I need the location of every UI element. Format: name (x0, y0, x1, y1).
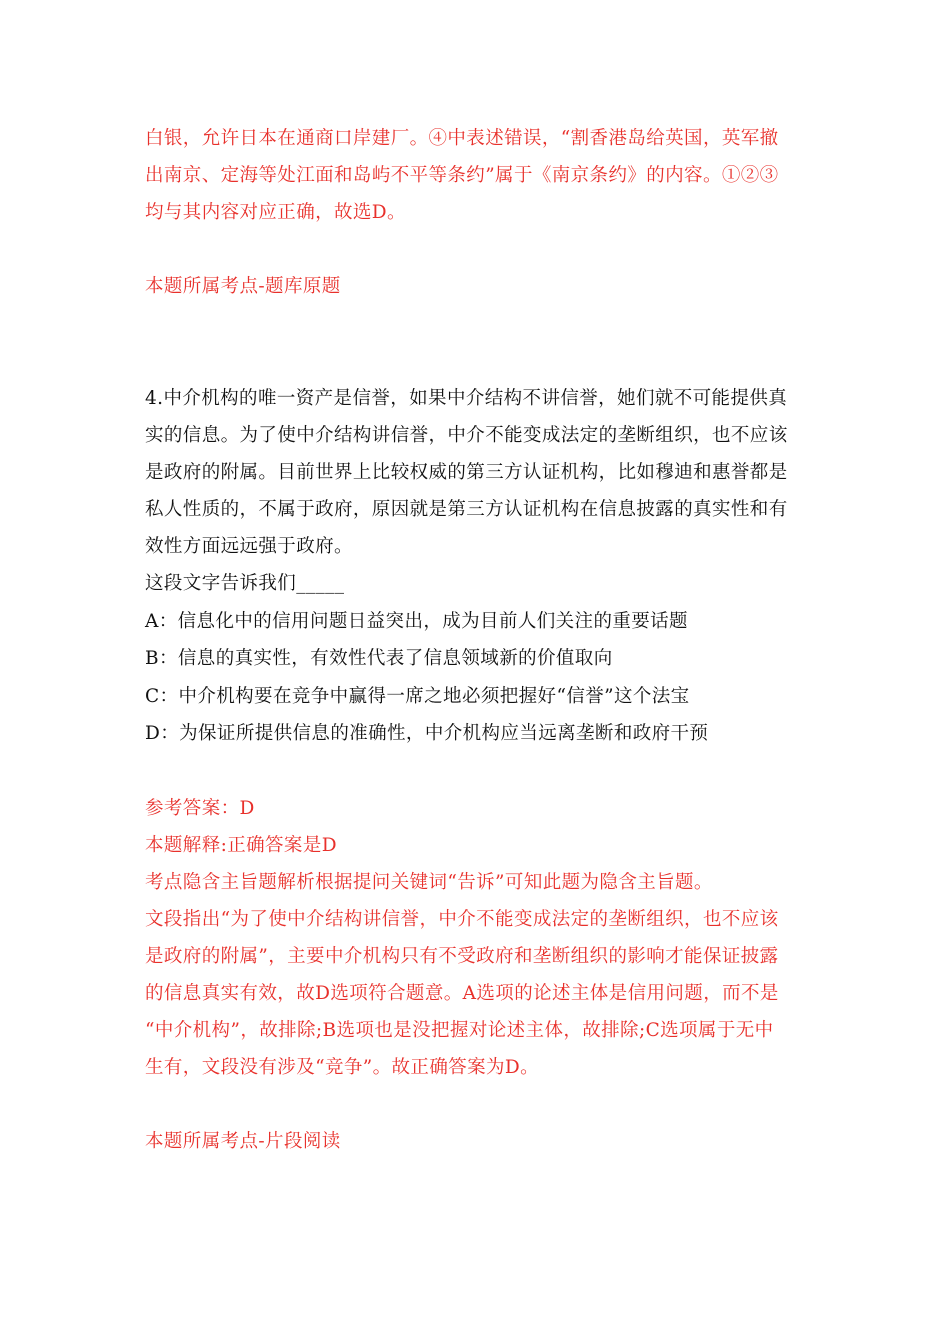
explanation-line-4: 的信息真实有效，故D选项符合题意。A选项的论述主体是信用问题，而不是 (145, 983, 779, 1004)
question-stem-line-2: 实的信息。为了使中介结构讲信誉，中介不能变成法定的垄断组织，也不应该 (145, 425, 788, 446)
explanation-line-6: 生有，文段没有涉及“竞争”。故正确答案为D。 (145, 1057, 540, 1078)
prev-explanation-line-1: 白银，允许日本在通商口岸建厂。④中表述错误，“割香港岛给英国，英军撤 (145, 128, 779, 149)
prev-knowledge-point: 本题所属考点-题库原题 (145, 276, 341, 297)
explanation-title: 本题解释:正确答案是D (145, 835, 337, 856)
knowledge-point: 本题所属考点-片段阅读 (145, 1131, 341, 1152)
reference-answer: 参考答案：D (145, 798, 255, 819)
prev-explanation-line-2: 出南京、定海等处江面和岛屿不平等条约”属于《南京条约》的内容。①②③ (145, 165, 779, 186)
explanation-line-1: 考点隐含主旨题解析根据提问关键词“告诉”可知此题为隐含主旨题。 (145, 872, 713, 893)
question-stem-line-3: 是政府的附属。目前世界上比较权威的第三方认证机构，比如穆迪和惠誉都是 (145, 462, 788, 483)
option-b: B：信息的真实性，有效性代表了信息领域新的价值取向 (145, 648, 613, 669)
explanation-line-3: 是政府的附属”，主要中介机构只有不受政府和垄断组织的影响才能保证披露 (145, 946, 779, 967)
explanation-line-2: 文段指出“为了使中介结构讲信誉，中介不能变成法定的垄断组织，也不应该 (145, 909, 779, 930)
question-stem-line-5: 效性方面远远强于政府。 (145, 536, 353, 557)
explanation-line-5: “中介机构”，故排除;B选项也是没把握对论述主体，故排除;C选项属于无中 (145, 1020, 774, 1041)
question-prompt: 这段文字告诉我们_____ (145, 573, 345, 594)
question-stem-line-1: 4.中介机构的唯一资产是信誉，如果中介结构不讲信誉，她们就不可能提供真 (145, 388, 788, 409)
prev-explanation-line-3: 均与其内容对应正确，故选D。 (145, 202, 406, 223)
question-stem-line-4: 私人性质的，不属于政府，原因就是第三方认证机构在信息披露的真实性和有 (145, 499, 788, 520)
option-c: C：中介机构要在竞争中赢得一席之地必须把握好“信誉”这个法宝 (145, 686, 690, 707)
option-d: D：为保证所提供信息的准确性，中介机构应当远离垄断和政府干预 (145, 723, 709, 744)
option-a: A：信息化中的信用问题日益突出，成为目前人们关注的重要话题 (145, 611, 688, 632)
